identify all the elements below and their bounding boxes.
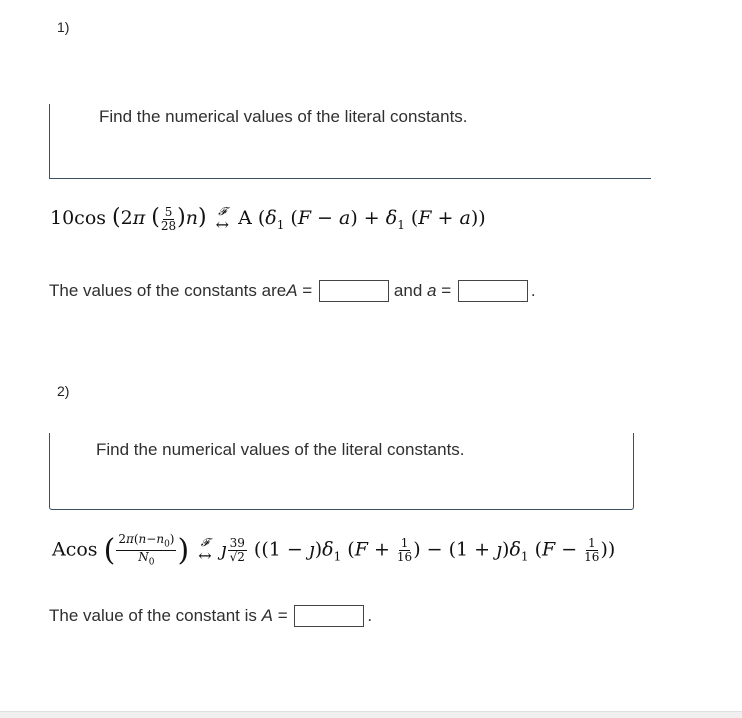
equals-sign: =: [297, 281, 317, 300]
and-text: and: [393, 281, 428, 300]
question-1-answer-line: [49, 280, 536, 302]
answer-prefix: The values of the constants are: [49, 281, 287, 300]
answer-A-input[interactable]: [319, 280, 389, 302]
question-1-number: 1): [57, 19, 70, 35]
variable-A: A: [261, 606, 273, 625]
equals-sign: =: [272, 606, 293, 625]
question-2-prompt: Find the numerical values of the literal constants.: [96, 440, 465, 459]
answer-a-input[interactable]: [458, 280, 528, 302]
answer-prefix: The value of the constant is: [49, 606, 262, 625]
question-1-prompt: Find the numerical values of the literal constants.: [99, 107, 468, 126]
question-2-answer-line: [49, 605, 372, 627]
period: .: [367, 606, 373, 625]
period: .: [530, 281, 536, 300]
question-2-equation: Acos ( $\frac{2\pi(n-n_0)}{N_0}$ ) 𝓕 ↔ ȷ $\frac{39}{√2}$ ($(1 - ȷ)\delta_1$ (F + $\frac{1}{16}$ ) − $(1 + ȷ)\delta_1$ (F − $\frac{1}{16}$ )): [52, 532, 616, 568]
equals-sign: =: [436, 281, 456, 300]
variable-A: A: [286, 281, 298, 300]
question-2-number: 2): [57, 383, 70, 399]
question-1-equation: 10cos (2π ( $\frac{5}{28}$ )n) 𝓕 ↔ A ($\delta_1$ $(F - a) + \delta_1$ (F + a)): [50, 204, 486, 234]
answer-A-input[interactable]: [294, 605, 364, 627]
variable-a: a: [427, 281, 437, 300]
